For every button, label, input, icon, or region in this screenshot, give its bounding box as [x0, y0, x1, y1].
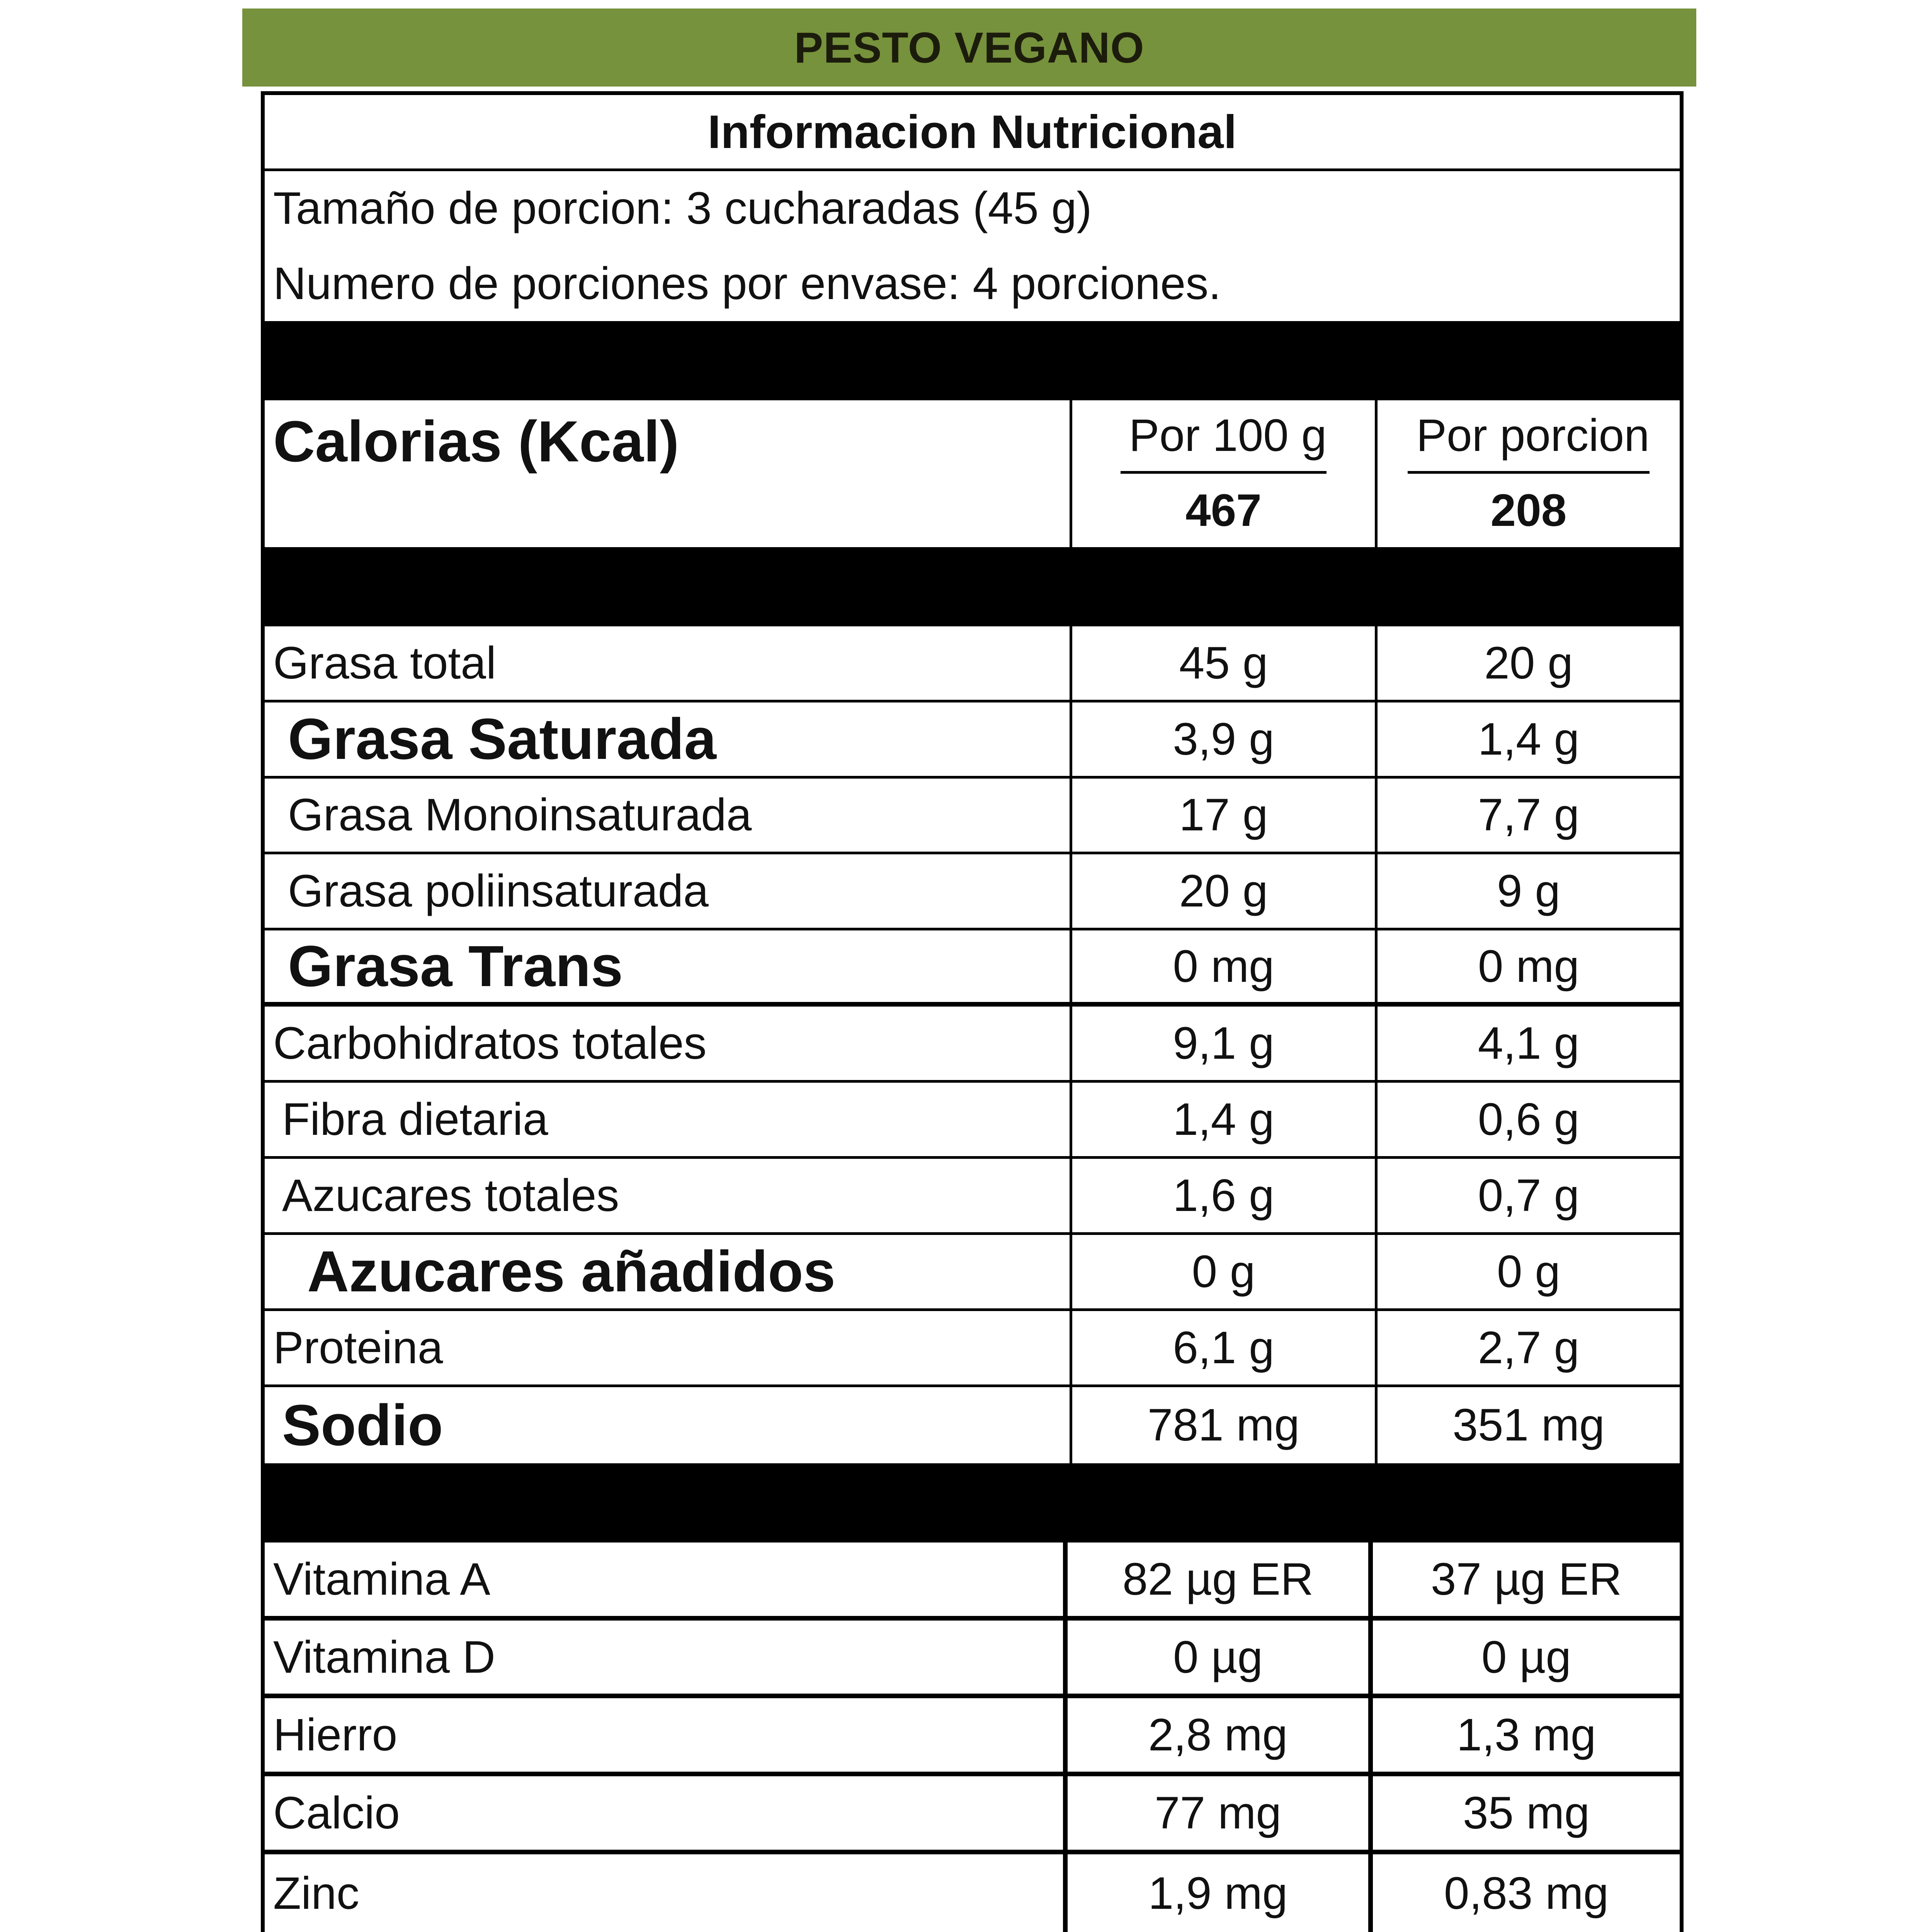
nutrient-per-100g: 0 mg	[1072, 930, 1378, 1002]
vitamin-per-100g: 82 µg ER	[1068, 1543, 1373, 1616]
table-row	[265, 1311, 1680, 1387]
nutrient-name: Sodio	[265, 1387, 1072, 1463]
vitamin-per-serving: 0,83 mg	[1444, 1868, 1609, 1919]
nutrient-name: Fibra dietaria	[265, 1083, 1072, 1156]
nutrient-per-100g: 1,6 g	[1072, 1159, 1378, 1232]
table-row	[265, 930, 1680, 1007]
nutrient-per-100g: 781 mg	[1072, 1387, 1378, 1463]
vitamin-name: Zinc	[265, 1854, 1068, 1932]
vitamin-per-100g: 2,8 mg	[1068, 1698, 1373, 1772]
vitamin-per-serving: 0 µg	[1481, 1631, 1571, 1683]
label-title: Informacion Nutricional	[265, 95, 1680, 171]
nutrient-per-serving: 0 g	[1497, 1246, 1561, 1297]
nutrient-per-100g: 3,9 g	[1072, 702, 1378, 776]
table-row	[265, 1235, 1680, 1311]
nutrient-per-serving: 351 mg	[1452, 1400, 1605, 1451]
nutrient-name: Grasa poliinsaturada	[265, 854, 1072, 928]
nutrient-per-100g: 0 g	[1072, 1235, 1378, 1308]
calories-label: Calorias (Kcal)	[265, 400, 1072, 547]
separator-bar	[265, 1463, 1680, 1543]
table-row	[265, 1621, 1680, 1699]
nutrient-per-serving: 0 mg	[1478, 940, 1580, 992]
per-serving-header: Por porcion	[1408, 400, 1649, 474]
vitamin-name: Vitamina D	[265, 1621, 1068, 1694]
calories-per-100g-column	[1072, 400, 1378, 547]
table-row	[265, 779, 1680, 855]
separator-bar	[265, 547, 1680, 626]
nutrient-per-100g: 45 g	[1072, 626, 1378, 700]
nutrient-per-serving: 1,4 g	[1478, 713, 1580, 765]
nutrient-per-serving: 9 g	[1497, 866, 1561, 917]
nutrient-per-serving: 20 g	[1484, 637, 1573, 689]
nutrient-per-serving: 0,7 g	[1478, 1170, 1580, 1221]
table-row	[265, 626, 1680, 702]
separator-bar	[265, 321, 1680, 400]
nutrient-per-serving: 4,1 g	[1478, 1018, 1580, 1069]
calories-row	[265, 400, 1680, 547]
table-row	[265, 854, 1680, 930]
vitamin-per-100g: 77 mg	[1068, 1776, 1373, 1850]
serving-size: Tamaño de porcion: 3 cucharadas (45 g)	[273, 182, 1092, 234]
nutrient-name: Grasa total	[265, 626, 1072, 700]
calories-per-100g: 467	[1185, 485, 1262, 536]
vitamin-per-serving: 1,3 mg	[1456, 1709, 1596, 1761]
table-row	[265, 1083, 1680, 1159]
vitamin-per-100g: 0 µg	[1068, 1621, 1373, 1694]
table-row	[265, 1543, 1680, 1621]
table-row	[265, 1854, 1680, 1932]
nutrient-name: Azucares totales	[265, 1159, 1072, 1232]
nutrient-per-serving: 7,7 g	[1478, 789, 1580, 841]
vitamin-name: Vitamina A	[265, 1543, 1068, 1616]
calories-per-serving: 208	[1490, 485, 1567, 536]
nutrient-per-100g: 20 g	[1072, 854, 1378, 928]
calories-per-serving-column	[1378, 400, 1680, 547]
per-100g-header: Por 100 g	[1121, 400, 1327, 474]
nutrient-per-serving: 0,6 g	[1478, 1094, 1580, 1145]
nutrient-name: Grasa Trans	[265, 930, 1072, 1002]
nutrient-per-100g: 1,4 g	[1072, 1083, 1378, 1156]
product-title: PESTO VEGANO	[794, 23, 1145, 72]
nutrient-per-100g: 9,1 g	[1072, 1007, 1378, 1080]
table-row	[265, 1698, 1680, 1776]
nutrient-name: Proteina	[265, 1311, 1072, 1384]
nutrient-name: Carbohidratos totales	[265, 1007, 1072, 1080]
vitamin-name: Calcio	[265, 1776, 1068, 1850]
vitamin-per-serving: 35 mg	[1463, 1787, 1590, 1839]
vitamin-per-100g: 1,9 mg	[1068, 1854, 1373, 1932]
table-row	[265, 702, 1680, 779]
nutrient-per-100g: 17 g	[1072, 779, 1378, 852]
nutrition-facts-label	[261, 91, 1684, 1932]
nutrient-per-100g: 6,1 g	[1072, 1311, 1378, 1384]
vitamin-per-serving: 37 µg ER	[1430, 1553, 1622, 1605]
nutrient-name: Grasa Monoinsaturada	[265, 779, 1072, 852]
nutrient-per-serving: 2,7 g	[1478, 1322, 1580, 1373]
vitamin-name: Hierro	[265, 1698, 1068, 1772]
nutrient-name: Grasa Saturada	[265, 702, 1072, 776]
serving-info	[265, 171, 1680, 321]
table-row	[265, 1387, 1680, 1463]
nutrient-name: Azucares añadidos	[265, 1235, 1072, 1308]
table-row	[265, 1776, 1680, 1854]
servings-per-container: Numero de porciones por envase: 4 porciones.	[273, 258, 1221, 309]
product-title-banner	[242, 9, 1696, 87]
table-row	[265, 1007, 1680, 1083]
table-row	[265, 1159, 1680, 1235]
